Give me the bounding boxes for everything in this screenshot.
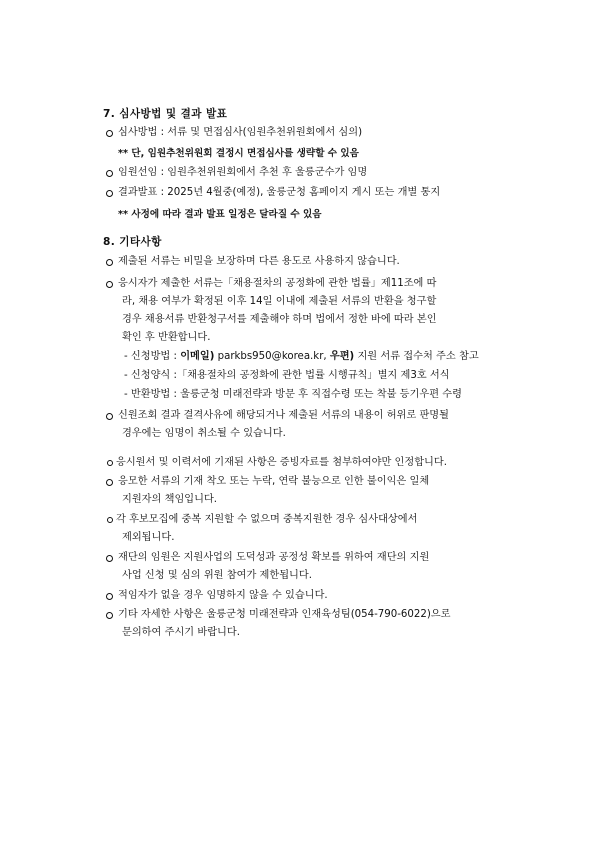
section-8-item-responsibility-line-1: 응모한 서류의 기재 착오 또는 누락, 연락 불능으로 인한 불이익은 일체 (118, 476, 430, 487)
section-7-note-interview: ** 단, 임원추천위원회 결정시 면접심사를 생략할 수 있음 (118, 148, 359, 159)
section-8-item-contact-line-2: 문의하여 주시기 바랍니다. (122, 627, 240, 638)
return-sub-return-method: - 반환방법 : 울릉군청 미래전략과 방문 후 직접수령 또는 착불 등기우편 수령 (124, 389, 462, 400)
section-7-item-appointment: 임원선임 : 임원추천위원회에서 추천 후 울릉군수가 임명 (118, 167, 368, 178)
section-8-item-restriction-line-1: 재단의 임원은 지원사업의 도덕성과 공정성 확보를 위하여 재단의 지원 (118, 552, 430, 563)
sub-prefix: - 신청방법 : (124, 351, 181, 362)
bullet-circle-icon (106, 130, 113, 137)
return-sub-application-method (124, 350, 479, 364)
section-8-item-return-line-3: 경우 채용서류 반환청구서를 제출해야 하며 법에서 정한 바에 따라 본인 (122, 314, 437, 325)
section-7-title: 7. 심사방법 및 결과 발표 (103, 108, 228, 120)
bullet-circle-icon (106, 170, 113, 177)
bullet-circle-icon (106, 479, 113, 486)
section-7-item-announcement: 결과발표 : 2025년 4월중(예정), 울릉군청 홈페이지 게시 또는 개별 통지 (118, 187, 441, 198)
section-8-item-evidence: 응시원서 및 이력서에 기재된 사항은 증빙자료를 첨부하여야만 인정합니다. (116, 457, 447, 468)
section-8-item-background-line-1: 신원조회 결과 결격사유에 해당되거나 제출된 서류의 내용이 허위로 판명될 (118, 410, 449, 421)
return-sub-application-form: - 신청양식 :「채용절차의 공정화에 관한 법률 시행규칙」별지 제3호 서식 (124, 370, 450, 381)
section-8-item-responsibility-line-2: 지원자의 책임입니다. (122, 494, 218, 505)
bullet-circle-icon (106, 281, 113, 288)
section-8-item-return-line-4: 확인 후 반환합니다. (122, 332, 211, 343)
section-8-item-return-line-1: 응시자가 제출한 서류는「채용절차의 공정화에 관한 법률」제11조에 따 (118, 278, 437, 289)
section-8-item-duplicate-line-1: 각 후보모집에 중복 지원할 수 없으며 중복지원한 경우 심사대상에서 (116, 514, 418, 525)
bullet-circle-icon (106, 612, 113, 619)
section-8-item-contact-line-1: 기타 자세한 사항은 울릉군청 미래전략과 인재육성팀(054-790-6022)으로 (118, 609, 451, 620)
bullet-circle-icon (107, 460, 113, 466)
section-8-title: 8. 기타사항 (103, 236, 162, 248)
section-7-note-schedule: ** 사정에 따라 결과 발표 일정은 달라질 수 있음 (118, 209, 322, 220)
section-8-item-confidential: 제출된 서류는 비밀을 보장하며 다른 용도로 사용하지 않습니다. (118, 256, 400, 267)
section-8-item-restriction-line-2: 사업 신청 및 심의 위원 참여가 제한됩니다. (122, 570, 312, 581)
section-8-item-duplicate-line-2: 제외됩니다. (122, 532, 175, 543)
section-8-item-no-appointment: 적임자가 없을 경우 임명하지 않을 수 있습니다. (118, 590, 328, 601)
bullet-circle-icon (106, 555, 113, 562)
section-8-item-background-line-2: 경우에는 임명이 취소될 수 있습니다. (122, 428, 286, 439)
sub-email-label: 이메일) (180, 351, 215, 362)
bullet-circle-icon (106, 413, 113, 420)
bullet-circle-icon (106, 190, 113, 197)
section-7-item-review-method: 심사방법 : 서류 및 면접심사(임원추천위원회에서 심의) (118, 127, 363, 138)
sub-suffix: 지원 서류 접수처 주소 참고 (354, 351, 479, 362)
sub-email: parkbs950@korea.kr, (214, 351, 330, 362)
bullet-circle-icon (106, 593, 113, 600)
bullet-circle-icon (107, 517, 113, 523)
section-8-item-return-line-2: 라, 채용 여부가 확정된 이후 14일 이내에 제출된 서류의 반환을 청구할 (122, 296, 437, 307)
bullet-circle-icon (106, 259, 113, 266)
sub-post-label: 우편) (329, 351, 355, 362)
